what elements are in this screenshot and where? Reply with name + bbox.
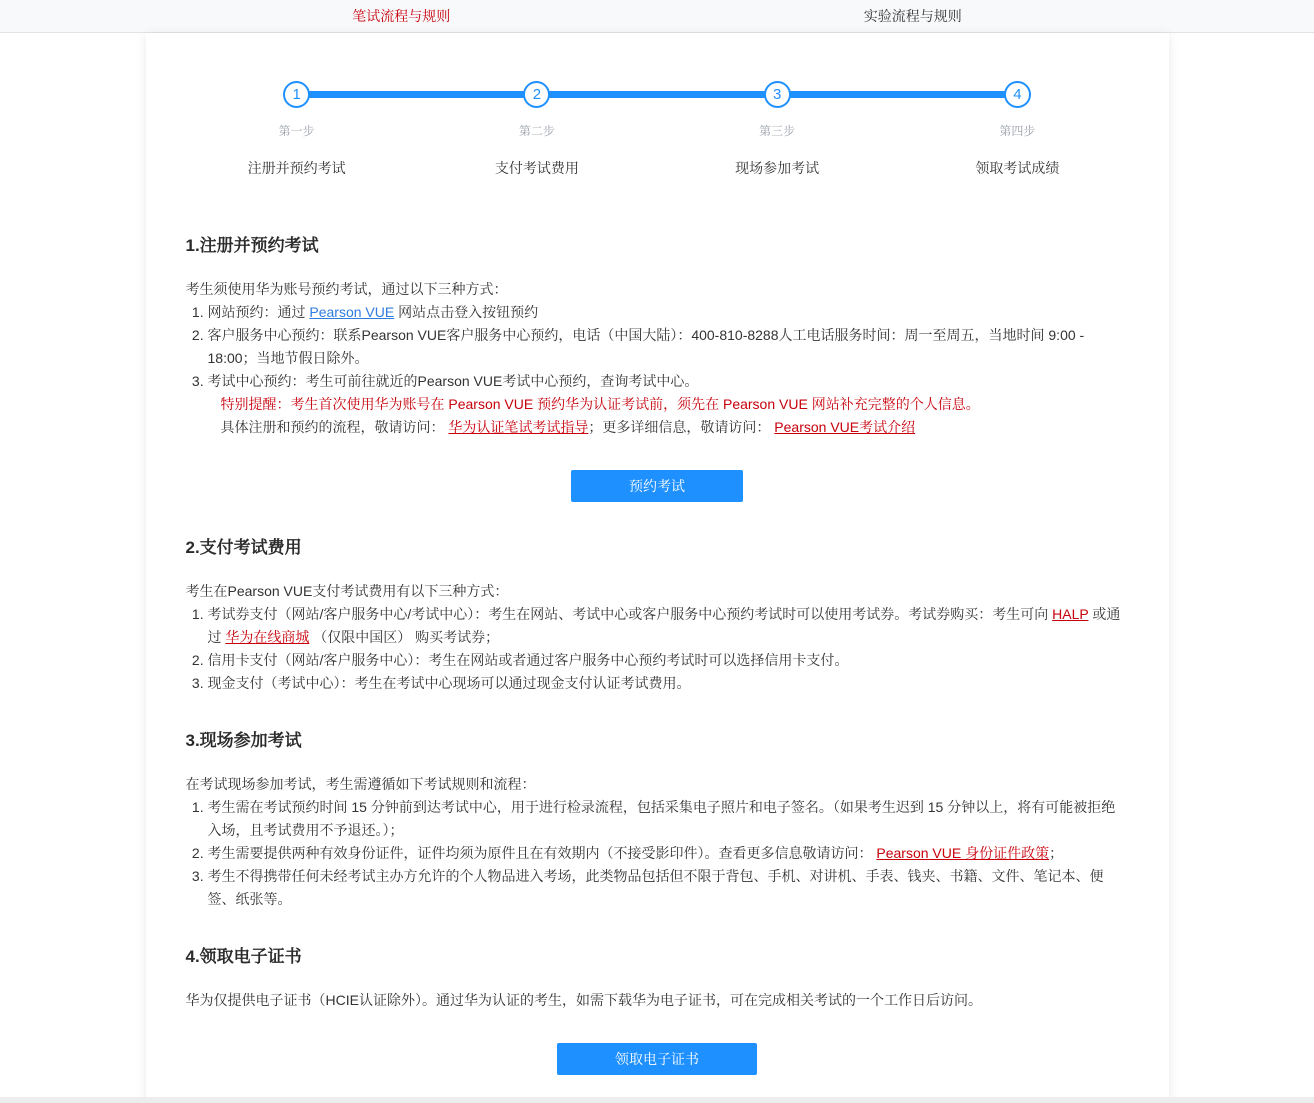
section-1 <box>186 236 1129 502</box>
sections <box>146 236 1169 1075</box>
section-heading: 2.支付考试费用 <box>185 538 302 557</box>
list-item <box>208 672 1129 695</box>
section-intro: 考生在Pearson VUE支付考试费用有以下三种方式： <box>185 583 509 599</box>
book-exam-button[interactable]: 预约考试 <box>571 470 743 502</box>
step-label: 第三步 <box>759 124 796 138</box>
list-item-text: （仅限中国区） 购买考试券； <box>309 629 500 645</box>
list-item-text: 信用卡支付（网站/客户服务中心）：考生在网站或者通过客户服务中心预约考试时可以选择信用卡支付。 <box>207 652 849 668</box>
section-2 <box>186 538 1129 695</box>
note-text: ；更多详细信息，敬请访问： <box>588 419 775 435</box>
list-item <box>208 603 1129 649</box>
stepper-steps <box>177 81 1138 178</box>
list-item <box>208 865 1129 911</box>
list-item-text: ； <box>1049 845 1064 861</box>
list-item-text: 或通过 <box>207 606 1121 645</box>
section-4 <box>186 947 1129 1075</box>
section-heading: 1.注册并预约考试 <box>185 236 319 255</box>
step-number-circle: 3 <box>764 81 791 108</box>
list-item-text: 网站预约：通过 <box>207 304 310 320</box>
list-item-text: 考生不得携带任何未经考试主办方允许的个人物品进入考场，此类物品包括但不限于背包、手机、对讲机、手表、钱夹、书籍、文件、笔记本、便签、纸张等。 <box>207 868 1104 907</box>
stepper-step-2 <box>417 81 657 178</box>
list-item <box>208 324 1129 370</box>
step-label: 第一步 <box>278 124 315 138</box>
section-intro: 华为仅提供电子证书（HCIE认证除外）。通过华为认证的考生，如需下载华为电子证书，可在完成相关考试的一个工作日后访问。 <box>185 992 982 1008</box>
list-item-link[interactable]: Pearson VUE 身份证件政策 <box>876 845 1050 861</box>
stepper-step-1 <box>177 81 417 178</box>
section-list <box>186 796 1129 911</box>
list-item-text: 考生需要提供两种有效身份证件，证件均须为原件且在有效期内（不接受影印件）。查看更多信息敬请访问： <box>207 845 877 861</box>
list-item <box>208 796 1129 842</box>
tab-lab-exam-process[interactable]: 实验流程与规则 <box>863 8 962 24</box>
section-list <box>186 603 1129 695</box>
step-number-circle: 4 <box>1004 81 1031 108</box>
list-item-link[interactable]: HALP <box>1052 606 1089 622</box>
note-link[interactable]: Pearson VUE考试介绍 <box>774 419 916 435</box>
note-text: 特别提醒：考生首次使用华为账号在 Pearson VUE 预约华为认证考试前，须先在 Pearson VUE 网站补充完整的个人信息。 <box>220 396 980 412</box>
section-intro: 在考试现场参加考试，考生需遵循如下考试规则和流程： <box>185 776 536 792</box>
step-number-circle: 1 <box>283 81 310 108</box>
section-list <box>186 301 1129 393</box>
step-label: 第二步 <box>518 124 555 138</box>
section-note <box>221 416 1129 439</box>
step-title: 注册并预约考试 <box>247 160 346 176</box>
list-item-text: 考生需在考试预约时间 15 分钟前到达考试中心，用于进行检录流程，包括采集电子照片和电子签名。（如果考生迟到 15 分钟以上，将有可能被拒绝入场，且考试费用不予退还。）； <box>207 799 1116 838</box>
section-heading: 3.现场参加考试 <box>185 731 302 750</box>
list-item <box>208 301 1129 324</box>
exam-stepper <box>177 81 1138 178</box>
list-item <box>208 842 1129 865</box>
claim-certificate-button[interactable]: 领取电子证书 <box>557 1043 757 1075</box>
list-item-text: 现金支付（考试中心）：考生在考试中心现场可以通过现金支付认证考试费用。 <box>207 675 691 691</box>
step-label: 第四步 <box>999 124 1036 138</box>
step-title: 支付考试费用 <box>494 160 579 176</box>
list-item <box>208 370 1129 393</box>
list-item-text: 考试中心预约：考生可前往就近的Pearson VUE考试中心预约，查询考试中心。 <box>207 373 699 389</box>
note-text: 具体注册和预约的流程，敬请访问： <box>220 419 449 435</box>
list-item-text: 网站点击登入按钮预约 <box>394 304 539 320</box>
section-heading: 4.领取电子证书 <box>185 947 302 966</box>
stepper-step-3 <box>657 81 897 178</box>
list-item-link[interactable]: 华为在线商城 <box>225 629 310 645</box>
stepper-step-4 <box>897 81 1137 178</box>
list-item-text: 考试券支付（网站/客户服务中心/考试中心）：考生在网站、考试中心或客户服务中心预约考试时可以使用考试券。考试券购买：考生可向 <box>207 606 1053 622</box>
section-intro: 考生须使用华为账号预约考试，通过以下三种方式： <box>185 281 508 297</box>
section-3 <box>186 731 1129 911</box>
note-link[interactable]: 华为认证笔试考试指导 <box>448 419 589 435</box>
step-number-circle: 2 <box>523 81 550 108</box>
section-note <box>221 393 1129 416</box>
step-title: 现场参加考试 <box>735 160 820 176</box>
content-card <box>146 33 1169 1103</box>
list-item <box>208 649 1129 672</box>
top-tab-bar-inner <box>146 0 1169 32</box>
step-title: 领取考试成绩 <box>975 160 1060 176</box>
page-bottom-strip <box>0 1097 1314 1103</box>
list-item-link[interactable]: Pearson VUE <box>309 304 395 320</box>
tab-written-exam-process[interactable]: 笔试流程与规则 <box>352 8 451 24</box>
list-item-text: 客户服务中心预约：联系Pearson VUE客户服务中心预约，电话（中国大陆）：400-810-8288人工电话服务时间：周一至周五，当地时间 9:00 - 18:00；当地节假日除外。 <box>207 327 1085 366</box>
top-tab-bar <box>0 0 1314 33</box>
